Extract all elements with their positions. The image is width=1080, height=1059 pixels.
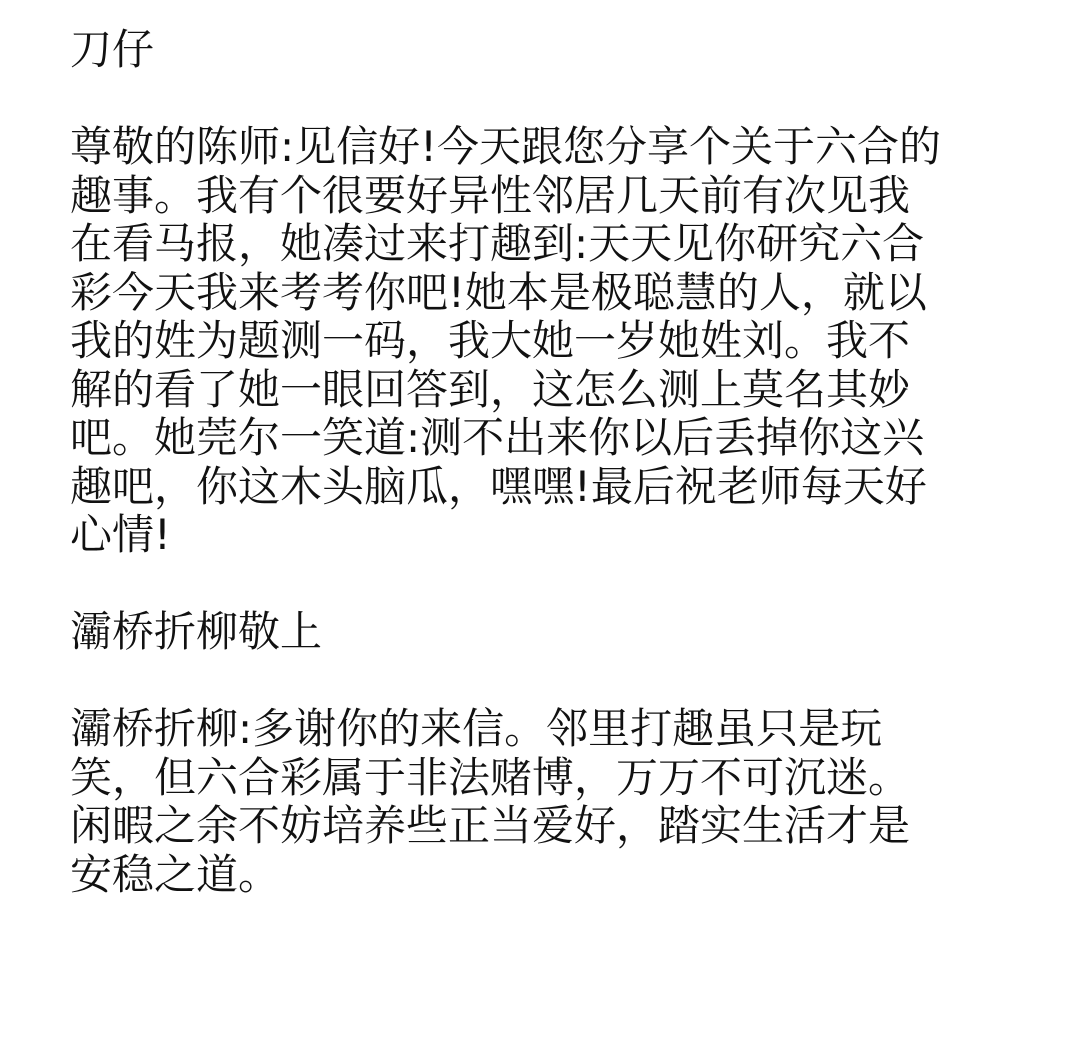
reply-line: 灞桥折柳:多谢你的来信。邻里打趣虽只是玩: [70, 704, 883, 753]
letter-line: 趣事。我有个很要好异性邻居几天前有次见我: [70, 170, 911, 220]
letter-line: 彩今天我来考考你吧!她本是极聪慧的人，就以: [70, 267, 927, 317]
letter-body: [70, 123, 1010, 560]
letter-line: 在看马报，她凑过来打趣到:天天见你研究六合: [70, 219, 925, 268]
letter-line: 尊敬的陈师:见信好!今天跟您分享个关于六合的: [70, 122, 941, 171]
reply-heading-text: 灞桥折柳敬上: [70, 607, 323, 656]
reply-line: 闲暇之余不妨培养些正当爱好，踏实生活才是: [70, 801, 911, 850]
paragraph-gap: [70, 657, 1010, 706]
paragraph-gap: [70, 75, 1010, 124]
letter-line: 吧。她莞尔一笑道:测不出来你以后丢掉你这兴: [70, 413, 925, 462]
reply-body: [70, 705, 1010, 899]
reply-line: 安稳之道。: [70, 849, 281, 899]
letter-line: 我的姓为题测一码，我大她一岁她姓刘。我不: [70, 316, 911, 365]
sender-name: [70, 26, 1010, 75]
sender-name-text: 刀仔: [70, 25, 155, 74]
letter-line: 解的看了她一眼回答到，这怎么测上莫名其妙: [70, 364, 911, 414]
letter-line: 趣吧，你这木头脑瓜，嘿嘿!最后祝老师每天好: [70, 461, 927, 511]
reply-heading: [70, 608, 1010, 657]
reply-line: 笑，但六合彩属于非法赌博，万万不可沉迷。: [70, 752, 911, 802]
paragraph-gap: [70, 560, 1010, 609]
letter-line: 心情!: [70, 510, 171, 559]
